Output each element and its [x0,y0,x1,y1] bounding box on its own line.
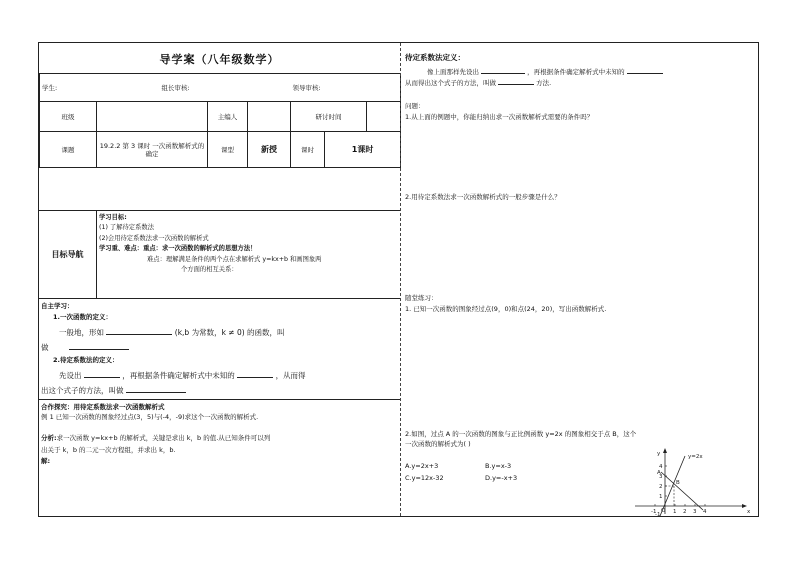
option-d[interactable]: D.y=-x+3 [485,474,518,482]
analysis-label: 分析: [41,434,57,442]
def-heading: 待定系数法定义： [405,53,465,62]
q1-line2 [41,341,129,355]
practice-heading: 随堂练习： [405,294,438,302]
editor-value [248,102,291,132]
solution-label: 解: [41,457,51,465]
q1-text-b: (k,b 为常数，k ≠ 0) 的函数，叫 [174,328,285,337]
study-time-value [367,102,401,132]
q2-blank-3[interactable] [126,384,186,393]
page-divider [400,43,401,516]
q2-text-c: ，从而得 [275,371,306,380]
topic-label: 课题 [40,132,97,168]
def-text-d: 方法. [536,79,552,87]
goals-line: (1) 了解待定系数法 [99,224,154,232]
x-axis-arrow [742,504,747,508]
analysis-line-b: 出关于 k，b 的二元一次方程组，并求出 k，b. [41,446,176,454]
practice-2 [405,429,757,449]
x-axis-label: x [747,509,751,515]
point-a-label: A [657,470,661,476]
period-value: 1课时 [325,132,401,168]
def-text-a: 像上面那样先设出 [427,68,479,76]
x-tick-label: 4 [703,509,707,515]
goals-line: 学习目标: [99,214,127,221]
right-page [403,43,758,516]
class-value [97,102,208,132]
worksheet [38,42,759,517]
group-review-label: 组长审核: [152,74,291,102]
q2-line2 [41,384,186,398]
self-study-heading: 自主学习： [41,302,74,310]
class-label: 班级 [40,102,97,132]
analysis-text [41,432,397,456]
goals-section [39,210,400,299]
practice-2-line-b: 一次函数的解析式为( ) [405,440,471,448]
goals-label: 目标导航 [39,211,97,298]
y-tick-label: 3 [659,474,663,480]
x-tick-label: 1 [673,509,677,515]
q1-line1 [59,326,285,340]
coop-heading: 合作探究：用待定系数法求一次函数解析式 [41,403,165,411]
y-axis-arrow [663,448,667,453]
q1-heading: 1.一次函数的定义： [53,313,112,321]
question-1: 1.从上面的例题中，你能归纳出求一次函数解析式需要的条件吗？ [405,113,594,121]
q2-text-b: ，再根据条件确定解析式中未知的 [122,371,235,380]
q2-heading: 2.待定系数法的定义： [53,356,119,364]
coop-divider [39,399,400,400]
goals-line: 难点：理解满足条件的两个点在求解析式 y=kx+b 和画图象两 [147,255,322,263]
type-label: 课型 [208,132,248,168]
x-tick-label: 2 [683,509,687,515]
q1-blank-2[interactable] [69,341,129,350]
editor-label: 主编人 [208,102,248,132]
x-tick-label: 3 [693,509,697,515]
def-blank-2[interactable] [627,65,663,74]
option-c[interactable]: C.y=12x-32 [405,474,444,482]
q2-text-d: 出这个式子的方法，叫做 [41,386,124,395]
goals-line: 个方面的相互关系： [181,266,238,274]
example-text: 例 1 已知一次函数的图象经过点(3，5)与(-4，-9)求这个一次函数的解析式. [41,413,259,421]
goals-line: 学习重、难点：重点：求一次函数的解析式的思想方法！ [99,245,257,253]
function-graph [633,448,753,516]
def-line2 [405,76,551,88]
topic-value: 19.2.2 第 3 课时 一次函数解析式的确定 [97,132,208,168]
left-page [39,43,400,516]
period-label: 课时 [291,132,325,168]
question-2: 2.用待定系数法求一次函数解析式的一般步骤是什么？ [405,193,561,201]
question-heading: 问题： [405,102,425,110]
y-tick-label: 4 [659,464,663,470]
q2-blank-1[interactable] [84,369,120,378]
y-tick-label: 2 [659,484,663,490]
def-text-c: 从而得出这个式子的方法，叫做 [405,79,496,87]
tick-marks [655,466,705,506]
analysis-line-a: 求一次函数 y=kx+b 的解析式，关键是求出 k，b 的值.从已知条件可以列 [56,434,271,442]
goals-text [99,213,321,275]
goals-line: (2)会用待定系数法求一次函数的解析式 [99,234,209,242]
page-title: 导学案（八年级数学） [159,53,280,66]
y-tick-label: 1 [659,494,663,500]
practice-2-line-a: 2.如图，过点 A 的一次函数的图象与正比例函数 y=2x 的图象相交于点 B，这个 [405,430,637,438]
origin-label: O [661,508,666,514]
study-time-label: 研讨时间 [291,102,367,132]
q2-text-a: 先设出 [59,371,82,380]
line-label: y=2x [688,454,703,460]
leader-review-label: 领导审核: [291,74,401,102]
x-tick-label: -1 [651,509,657,515]
q1-text-c: 做 [41,343,49,352]
header-table [39,73,401,168]
q1-blank-1[interactable] [106,326,172,335]
y-axis-label: y [657,451,661,457]
neg-y-tick-label: -1 [655,512,661,516]
def-blank-1[interactable] [481,65,525,74]
option-a[interactable]: A.y=2x+3 [405,462,439,470]
practice-1: 1. 已知一次函数的图象经过点(9，0)和点(24，20)，写出函数解析式. [405,305,607,313]
q2-line1 [59,369,306,383]
type-value: 新授 [248,132,291,168]
def-blank-3[interactable] [498,76,534,85]
q2-blank-2[interactable] [237,369,273,378]
line-through-a [661,472,703,510]
q1-text-a: 一般地，形如 [59,328,104,337]
def-text-b: ，再根据条件确定解析式中未知的 [527,68,625,76]
options [405,461,565,483]
option-b[interactable]: B.y=x-3 [485,462,512,470]
student-label: 学生: [40,74,152,102]
point-b-label: B [676,480,680,486]
